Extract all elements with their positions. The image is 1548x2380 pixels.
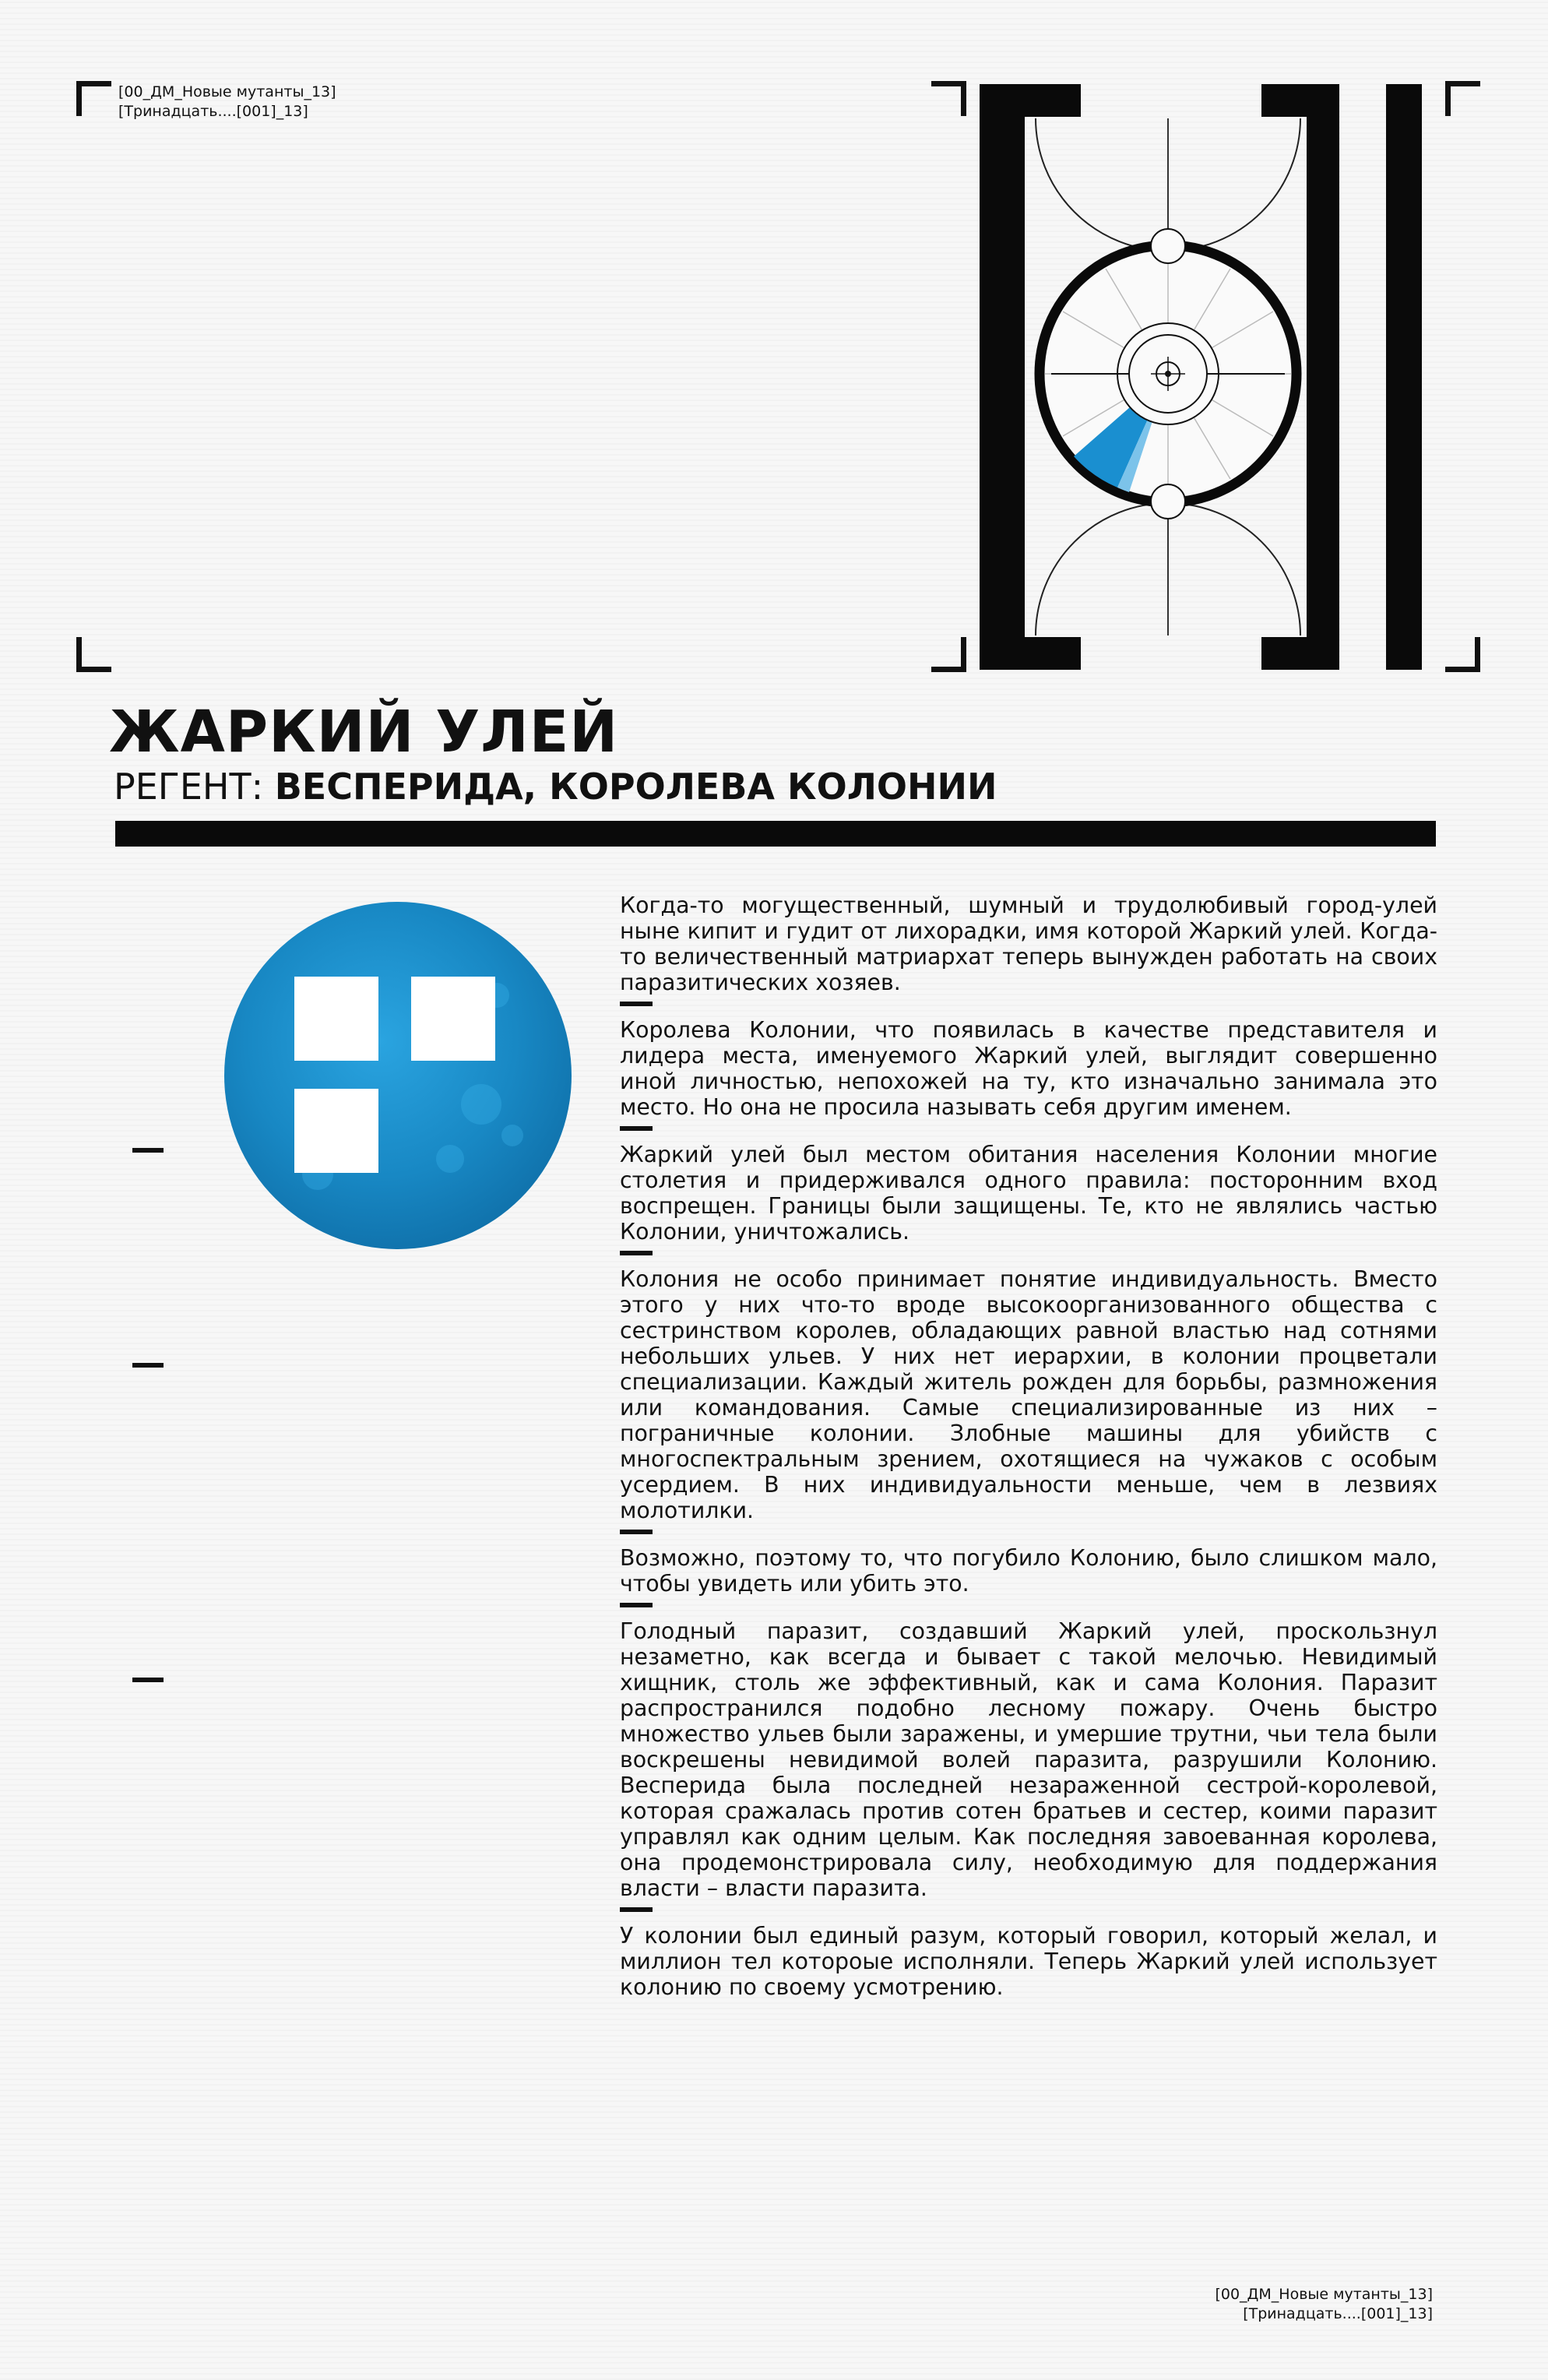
regent-line [114,763,997,810]
side-dash [132,1678,164,1682]
crop-mark-bottom-left [76,637,111,672]
paragraph [620,1266,1437,1523]
paragraph [620,1545,1437,1597]
paragraph-text: Возможно, поэтому то, что погубило Колонию, было слишком мало, чтобы увидеть или убить это. [620,1545,1437,1597]
paragraph-divider [620,1251,653,1255]
footer-code [1215,2285,1433,2324]
crop-mark-top-right-inner [931,81,966,116]
side-dash [132,1148,164,1153]
paragraph-divider [620,1603,653,1607]
side-dash [132,1363,164,1368]
colony-emblem-icon [224,902,572,1249]
paragraph-divider [620,1530,653,1534]
crop-mark-top-left-outer [1445,81,1480,116]
footer-code-line2: [Тринадцать....[001]_13] [1243,2305,1433,2322]
header-code-line2: [Тринадцать....[001]_13] [118,103,308,120]
header-code-line1: [00_ДМ_Новые мутанты_13] [118,83,336,100]
paragraph [620,1017,1437,1120]
paragraph-text: Колония не особо принимает понятие индивидуальность. Вместо этого у них что-то вроде высокоорганизованного общества с сестринством королев, обладающих равной властью над сотнями небольших ульев. У них нет иерархии, в колонии процветали специализации. Каждый житель рожден для борьбы, размножения или командования. Самые специализированные из них – пограничные колонии. Злобные машины для убийств с многоспектральным зрением, охотящиеся на чужаков с особым усердием. В них индивидуальности меньше, чем в лезвиях молотилки. [620,1266,1437,1523]
paragraph-text: Жаркий улей был местом обитания населения Колонии многие столетия и придерживался одного правила: посторонним вход воспрещен. Границы были защищены. Те, кто не являлись частью Колонии, уничтожались. [620,1142,1437,1245]
body-text [620,892,1437,2000]
paragraph-text: Голодный паразит, создавший Жаркий улей, проскользнул незаметно, как всегда и бывает с такой мелочью. Невидимый хищник, столь же эффективный, как и сама Колония. Паразит распространился подобно лесному пожару. Очень быстро множество ульев были заражены, и умершие трутни, чьи тела были воскрешены невидимой волей паразита, разрушили Колонию. Весперида была последней незараженной сестрой-королевой, которая сражалась против сотен братьев и сестер, коими паразит управлял как одним целым. Как последняя завоеванная королева, она продемонстрировала силу, необходимую для поддержания власти – власти паразита. [620,1618,1437,1901]
regent-label: РЕГЕНТ: [114,766,275,808]
crop-mark-top-left [76,81,111,116]
crop-mark-bottom-right-outer [1445,637,1480,672]
crop-mark-bottom-right-inner [931,637,966,672]
paragraph-divider [620,1126,653,1131]
paragraph [620,1142,1437,1245]
regent-value: ВЕСПЕРИДА, КОРОЛЕВА КОЛОНИИ [274,766,997,808]
paragraph-text: У колонии был единый разум, который говорил, который желал, и миллион тел котороые исполняли. Теперь Жаркий улей использует колонию по своему усмотрению. [620,1923,1437,2000]
paragraph-divider [620,1002,653,1006]
footer-code-line1: [00_ДМ_Новые мутанты_13] [1215,2286,1433,2303]
paragraph [620,1923,1437,2000]
paragraph-divider [620,1907,653,1912]
paragraph-text: Королева Колонии, что появилась в качестве представителя и лидера места, именуемого Жаркий улей, выглядит совершенно иной личностью, непохожей на ту, кто изначально занимала это место. Но она не просила называть себя другим именем. [620,1017,1437,1120]
paragraph-text: Когда-то могущественный, шумный и трудолюбивый город-улей ныне кипит и гудит от лихорадки, имя которой Жаркий улей. Когда-то величественный матриархат теперь вынужден работать на своих паразитических хозяев. [620,892,1437,995]
title-rule [115,821,1436,847]
page-title: ЖАРКИЙ УЛЕЙ [109,699,619,766]
paragraph [620,892,1437,995]
paragraph [620,1618,1437,1901]
header-code [118,83,336,121]
bracket-dial-icon [973,78,1425,670]
